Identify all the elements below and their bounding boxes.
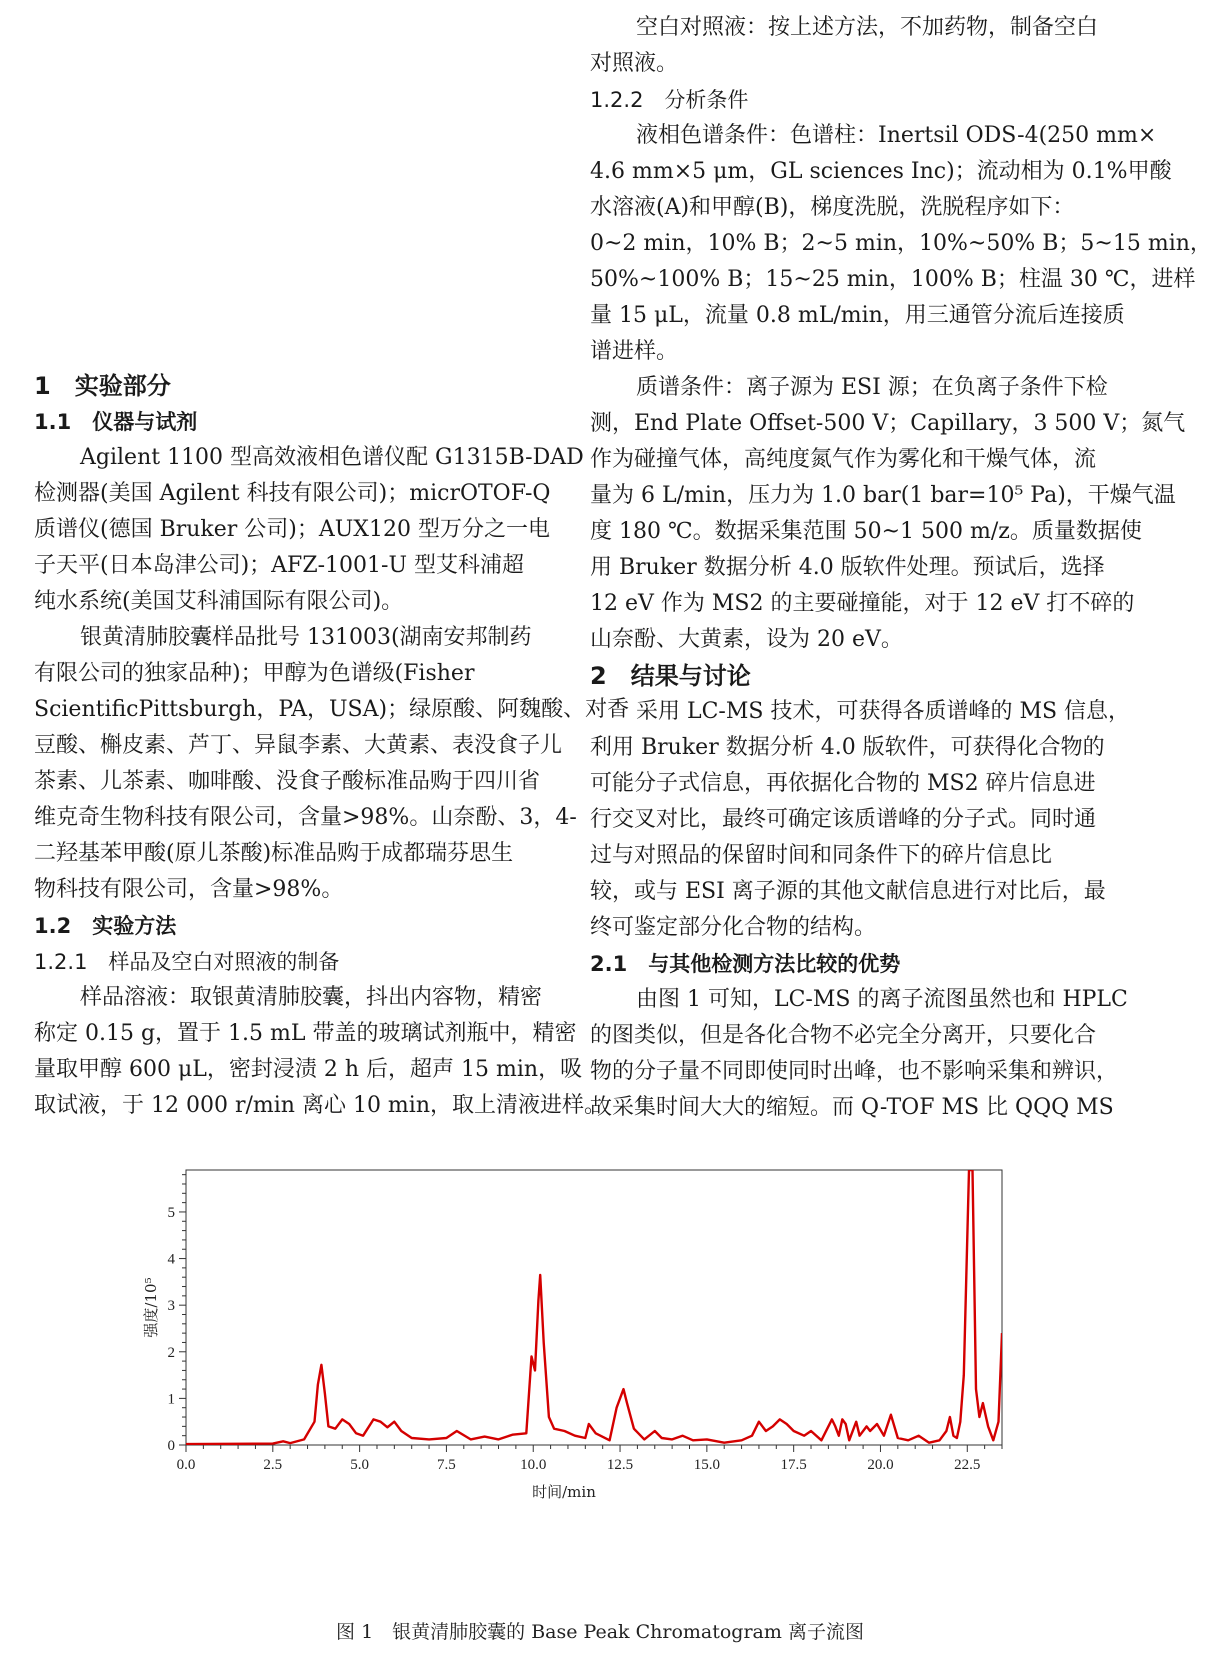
text-line: 液相色谱条件：色谱柱：Inertsil ODS-4(250 mm× xyxy=(636,123,1157,148)
text-line: 可能分子式信息，再依据化合物的 MS2 碎片信息进 xyxy=(590,771,1096,796)
x-tick-label: 0.0 xyxy=(176,1457,196,1473)
x-tick-label: 7.5 xyxy=(437,1457,456,1473)
section-heading: 2 结果与讨论 xyxy=(590,662,751,690)
y-tick-label: 5 xyxy=(167,1204,175,1221)
text-line: 检测器(美国 Agilent 科技有限公司)；micrOTOF-Q xyxy=(34,481,551,506)
left-text-column xyxy=(34,368,630,1124)
y-axis-label: 强度/10⁵ xyxy=(142,1277,160,1338)
text-line: 物科技有限公司，含量>98%。 xyxy=(34,877,344,902)
text-line: 质谱仪(德国 Bruker 公司)；AUX120 型万分之一电 xyxy=(34,517,550,542)
y-tick-label: 4 xyxy=(167,1251,175,1268)
text-line: 12 eV 作为 MS2 的主要碰撞能，对于 12 eV 打不碎的 xyxy=(590,591,1135,616)
text-line: 行交叉对比，最终可确定该质谱峰的分子式。同时通 xyxy=(590,807,1097,832)
section-heading: 1.1 仪器与试剂 xyxy=(34,410,198,434)
text-line: 取试液，于 12 000 r/min 离心 10 min，取上清液进样。 xyxy=(34,1093,607,1118)
section-heading: 1.2 实验方法 xyxy=(34,914,177,938)
text-line: 豆酸、槲皮素、芦丁、异鼠李素、大黄素、表没食子儿 xyxy=(34,733,563,758)
text-line: ScientificPittsburgh，PA，USA)；绿原酸、阿魏酸、对香 xyxy=(34,697,630,722)
text-line: 0~2 min，10% B；2~5 min，10%~50% B；5~15 min， xyxy=(590,231,1212,256)
text-line: 有限公司的独家品种)；甲醇为色谱级(Fisher xyxy=(34,661,475,686)
text-line: 茶素、儿茶素、咖啡酸、没食子酸标准品购于四川省 xyxy=(34,769,541,794)
text-line: 维克奇生物科技有限公司，含量>98%。山奈酚、3，4- xyxy=(34,805,577,830)
text-line: 采用 LC-MS 技术，可获得各质谱峰的 MS 信息， xyxy=(636,699,1131,724)
y-tick-label: 3 xyxy=(167,1298,175,1315)
y-tick-label: 2 xyxy=(167,1344,175,1361)
x-tick-label: 10.0 xyxy=(520,1457,547,1473)
text-line: 谱进样。 xyxy=(590,339,679,364)
x-tick-label: 2.5 xyxy=(263,1457,283,1473)
text-line: 过与对照品的保留时间和同条件下的碎片信息比 xyxy=(590,843,1053,868)
text-line: 山奈酚、大黄素，设为 20 eV。 xyxy=(590,627,903,652)
text-line: 较，或与 ESI 离子源的其他文献信息进行对比后，最 xyxy=(590,879,1106,904)
chromatogram-chart xyxy=(140,1170,1060,1590)
section-heading: 1.2.1 样品及空白对照液的制备 xyxy=(34,950,340,974)
text-line: 利用 Bruker 数据分析 4.0 版软件，可获得化合物的 xyxy=(590,735,1105,760)
text-line: 测，End Plate Offset-500 V；Capillary，3 500 V；氮气 xyxy=(590,411,1186,436)
plot-frame xyxy=(186,1170,1002,1445)
text-line: 故采集时间大大的缩短。而 Q-TOF MS 比 QQQ MS xyxy=(590,1095,1114,1120)
text-line: 水溶液(A)和甲醇(B)，梯度洗脱，洗脱程序如下： xyxy=(590,195,1075,220)
text-line: 质谱条件：离子源为 ESI 源；在负离子条件下检 xyxy=(636,375,1108,400)
figure-1 xyxy=(140,1170,1060,1590)
text-line: 由图 1 可知，LC-MS 的离子流图虽然也和 HPLC xyxy=(636,987,1128,1012)
text-line: 量为 6 L/min，压力为 1.0 bar(1 bar=10⁵ Pa)，干燥气温 xyxy=(590,483,1176,508)
x-tick-label: 20.0 xyxy=(867,1457,894,1473)
text-line: 纯水系统(美国艾科浦国际有限公司)。 xyxy=(34,589,404,614)
text-line: 终可鉴定部分化合物的结构。 xyxy=(590,915,877,940)
x-tick-label: 17.5 xyxy=(780,1457,807,1473)
text-line: 银黄清肺胶囊样品批号 131003(湖南安邦制药 xyxy=(80,625,532,650)
text-line: 子天平(日本岛津公司)；AFZ-1001-U 型艾科浦超 xyxy=(34,553,524,578)
text-line: 称定 0.15 g，置于 1.5 mL 带盖的玻璃试剂瓶中，精密 xyxy=(34,1021,577,1046)
section-heading: 2.1 与其他检测方法比较的优势 xyxy=(590,952,901,976)
text-line: 空白对照液：按上述方法，不加药物，制备空白 xyxy=(636,15,1099,40)
figure-caption: 图 1 银黄清肺胶囊的 Base Peak Chromatogram 离子流图 xyxy=(336,1621,864,1643)
text-line: 度 180 ℃。数据采集范围 50~1 500 m/z。质量数据使 xyxy=(590,519,1142,544)
text-line: 对照液。 xyxy=(590,51,679,76)
text-line: 量 15 μL，流量 0.8 mL/min，用三通管分流后连接质 xyxy=(590,303,1125,328)
text-line: 的图类似，但是各化合物不必完全分离开，只要化合 xyxy=(590,1023,1097,1048)
text-line: 50%~100% B；15~25 min，100% B；柱温 30 ℃，进样 xyxy=(590,267,1196,292)
y-tick-label: 1 xyxy=(167,1391,175,1408)
x-tick-label: 15.0 xyxy=(693,1457,720,1473)
x-tick-label: 22.5 xyxy=(954,1457,981,1473)
section-heading: 1 实验部分 xyxy=(34,372,171,400)
text-line: 作为碰撞气体，高纯度氮气作为雾化和干燥气体，流 xyxy=(590,447,1097,472)
chromatogram-trace xyxy=(186,1170,1002,1444)
text-line: 用 Bruker 数据分析 4.0 版软件处理。预试后，选择 xyxy=(590,555,1105,580)
text-line: 样品溶液：取银黄清肺胶囊，抖出内容物，精密 xyxy=(80,985,543,1010)
text-line: 4.6 mm×5 μm，GL sciences Inc)；流动相为 0.1%甲酸 xyxy=(590,159,1172,184)
right-text-column xyxy=(590,10,1212,1126)
y-tick-label: 0 xyxy=(167,1438,175,1454)
text-line: 量取甲醇 600 μL，密封浸渍 2 h 后，超声 15 min，吸 xyxy=(34,1057,583,1082)
x-axis-label: 时间/min xyxy=(532,1483,596,1501)
text-line: Agilent 1100 型高效液相色谱仪配 G1315B-DAD xyxy=(80,445,584,470)
x-tick-label: 12.5 xyxy=(606,1457,634,1473)
text-line: 物的分子量不同即使同时出峰，也不影响采集和辨识， xyxy=(590,1059,1119,1084)
x-tick-label: 5.0 xyxy=(350,1457,369,1473)
section-heading: 1.2.2 分析条件 xyxy=(590,88,749,112)
text-line: 二羟基苯甲酸(原儿茶酸)标准品购于成都瑞芬思生 xyxy=(34,841,514,866)
